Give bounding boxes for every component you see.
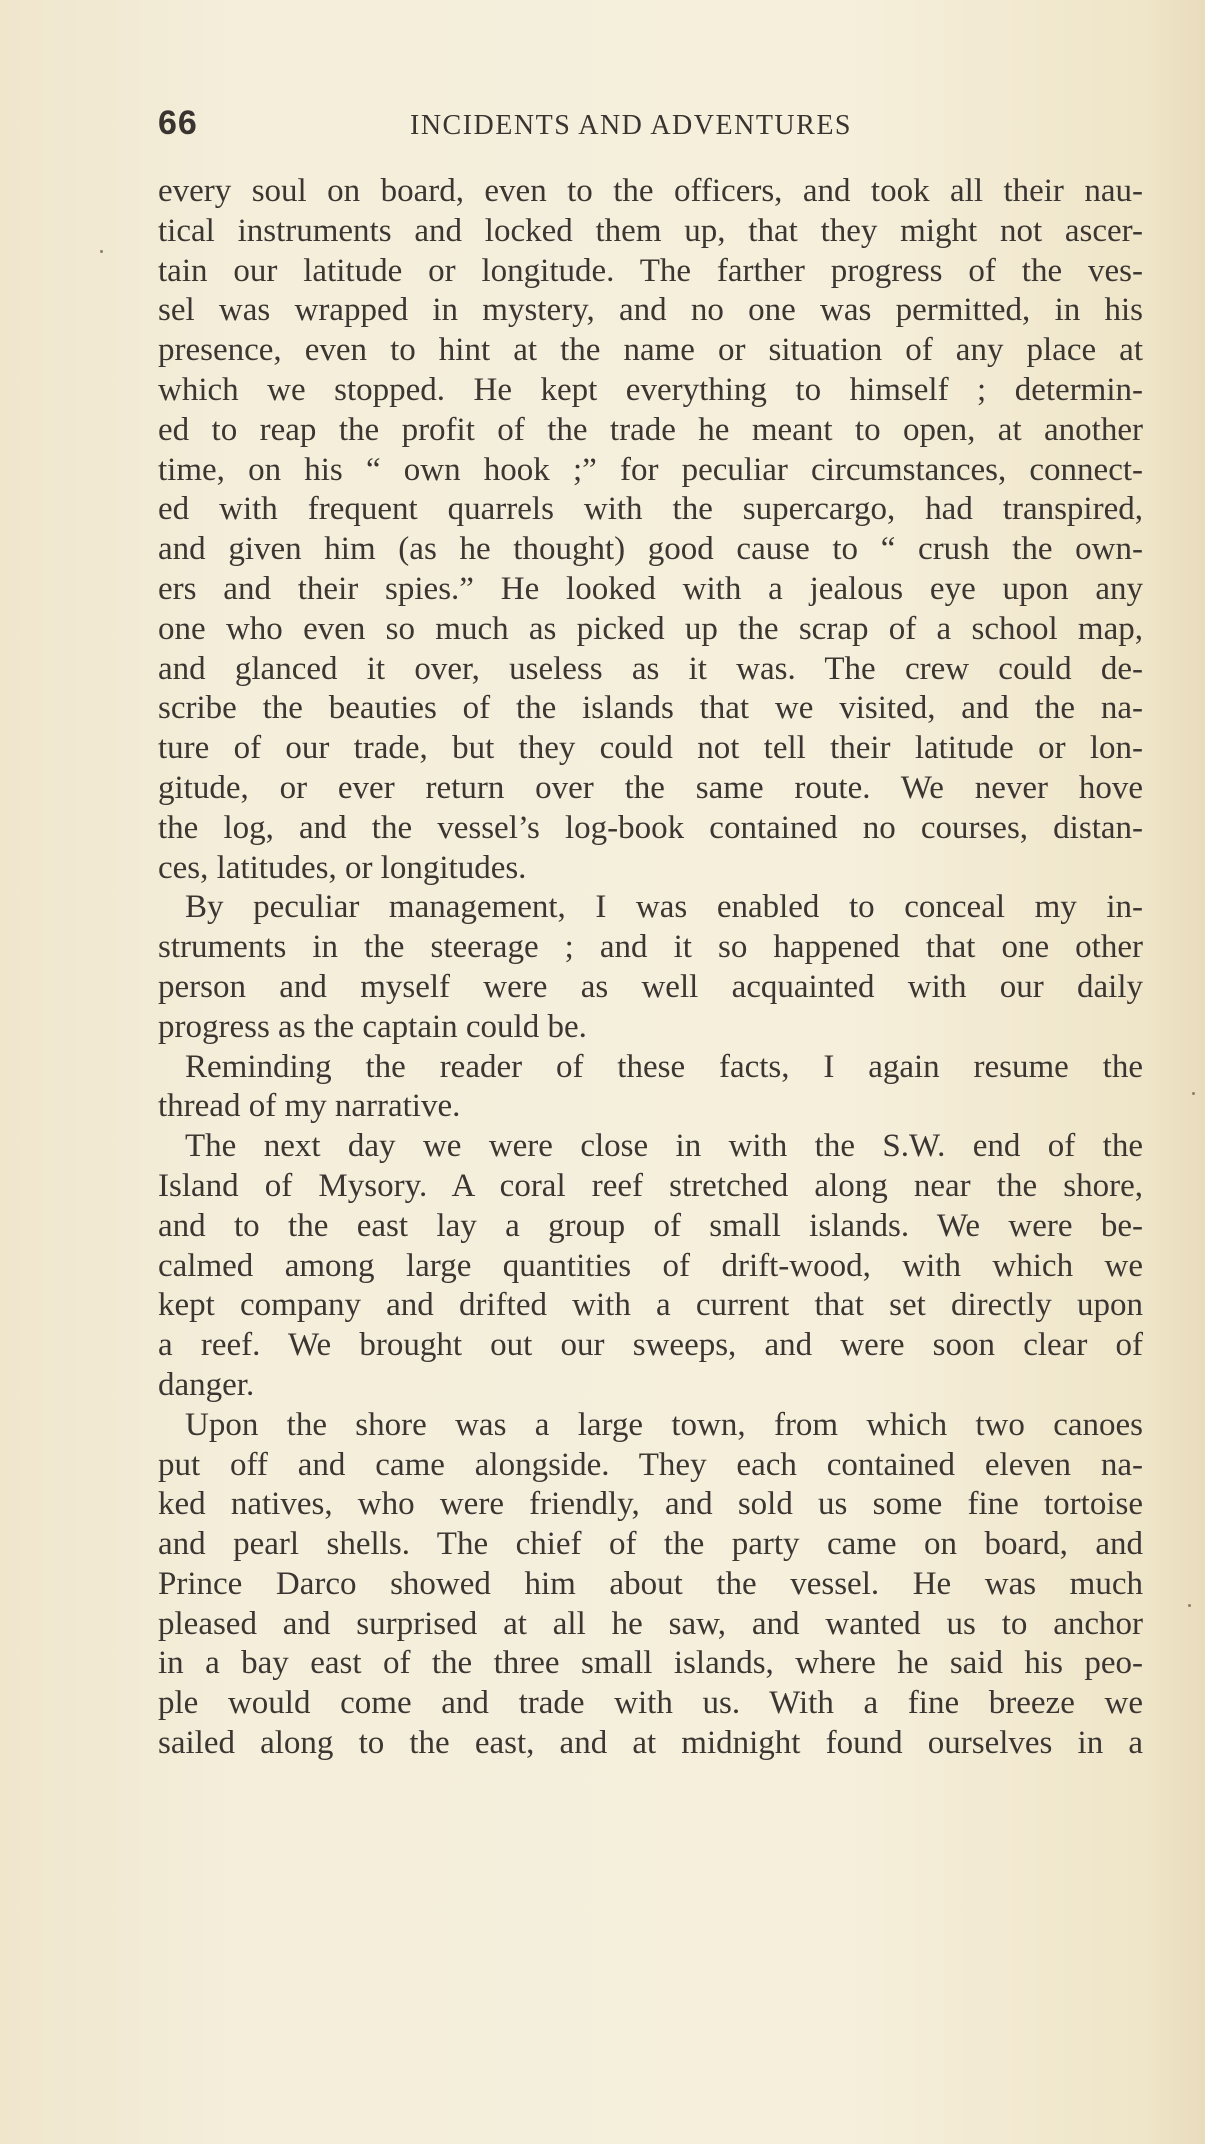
text-line: Prince Darco showed him about the vessel. He was much bbox=[158, 1565, 1143, 1602]
paragraph-start-line: Reminding the reader of these facts, I again resume the bbox=[185, 1048, 1143, 1085]
text-line: sailed along to the east, and at midnight found ourselves in a bbox=[158, 1725, 1143, 1762]
text-line: scribe the beauties of the islands that we visited, and the na- bbox=[158, 690, 1143, 727]
text-line: danger. bbox=[158, 1366, 255, 1403]
text-line: kept company and drifted with a current that set directly upon bbox=[158, 1287, 1143, 1324]
text-line: and given him (as he thought) good cause to “ crush the own- bbox=[158, 531, 1143, 568]
text-line: gitude, or ever return over the same route. We never hove bbox=[158, 769, 1143, 806]
text-line: presence, even to hint at the name or situation of any place at bbox=[158, 332, 1143, 369]
text-line: progress as the captain could be. bbox=[158, 1008, 587, 1045]
paragraph-start-line: The next day we were close in with the S.W. end of the bbox=[185, 1128, 1143, 1165]
running-head bbox=[158, 104, 1118, 154]
text-line: struments in the steerage ; and it so happened that one other bbox=[158, 929, 1143, 966]
paragraph-start-line: By peculiar management, I was enabled to conceal my in- bbox=[185, 889, 1143, 926]
text-line: tain our latitude or longitude. The farther progress of the ves- bbox=[158, 252, 1143, 289]
text-line: ed with frequent quarrels with the supercargo, had transpired, bbox=[158, 491, 1143, 528]
text-line: ces, latitudes, or longitudes. bbox=[158, 849, 527, 886]
page-number: 66 bbox=[158, 104, 198, 142]
text-line: thread of my narrative. bbox=[158, 1088, 461, 1125]
body-text bbox=[158, 172, 1143, 1764]
text-line: one who even so much as picked up the scrap of a school map, bbox=[158, 610, 1143, 647]
text-line: ed to reap the profit of the trade he meant to open, at another bbox=[158, 411, 1143, 448]
paper-speck bbox=[1192, 1092, 1195, 1095]
text-line: in a bay east of the three small islands, where he said his peo- bbox=[158, 1645, 1143, 1682]
text-line: calmed among large quantities of drift-wood, with which we bbox=[158, 1247, 1143, 1284]
paper-speck bbox=[100, 250, 103, 253]
text-line: put off and came alongside. They each contained eleven na- bbox=[158, 1446, 1143, 1483]
text-line: pleased and surprised at all he saw, and wanted us to anchor bbox=[158, 1605, 1143, 1642]
paper-speck bbox=[1188, 1604, 1191, 1607]
text-line: ture of our trade, but they could not tell their latitude or lon- bbox=[158, 730, 1143, 767]
text-line: and pearl shells. The chief of the party came on board, and bbox=[158, 1526, 1143, 1563]
text-line: ked natives, who were friendly, and sold us some fine tortoise bbox=[158, 1486, 1143, 1523]
text-line: ple would come and trade with us. With a fine breeze we bbox=[158, 1685, 1143, 1722]
text-line: Island of Mysory. A coral reef stretched along near the shore, bbox=[158, 1167, 1143, 1204]
text-line: every soul on board, even to the officers, and took all their nau- bbox=[158, 173, 1143, 209]
text-line: tical instruments and locked them up, that they might not ascer- bbox=[158, 212, 1143, 249]
text-line: sel was wrapped in mystery, and no one was permitted, in his bbox=[158, 292, 1143, 329]
text-line: which we stopped. He kept everything to himself ; determin- bbox=[158, 371, 1143, 408]
text-line: and glanced it over, useless as it was. The crew could de- bbox=[158, 650, 1143, 687]
text-line: a reef. We brought out our sweeps, and were soon clear of bbox=[158, 1327, 1143, 1364]
text-line: person and myself were as well acquainted with our daily bbox=[158, 968, 1143, 1005]
text-line: and to the east lay a group of small islands. We were be- bbox=[158, 1207, 1143, 1244]
paragraph-start-line: Upon the shore was a large town, from which two canoes bbox=[185, 1406, 1143, 1443]
text-line: time, on his “ own hook ;” for peculiar circumstances, connect- bbox=[158, 451, 1143, 488]
text-line: ers and their spies.” He looked with a jealous eye upon any bbox=[158, 570, 1143, 607]
running-title: INCIDENTS AND ADVENTURES bbox=[410, 110, 852, 141]
text-line: the log, and the vessel’s log-book contained no courses, distan- bbox=[158, 809, 1143, 846]
